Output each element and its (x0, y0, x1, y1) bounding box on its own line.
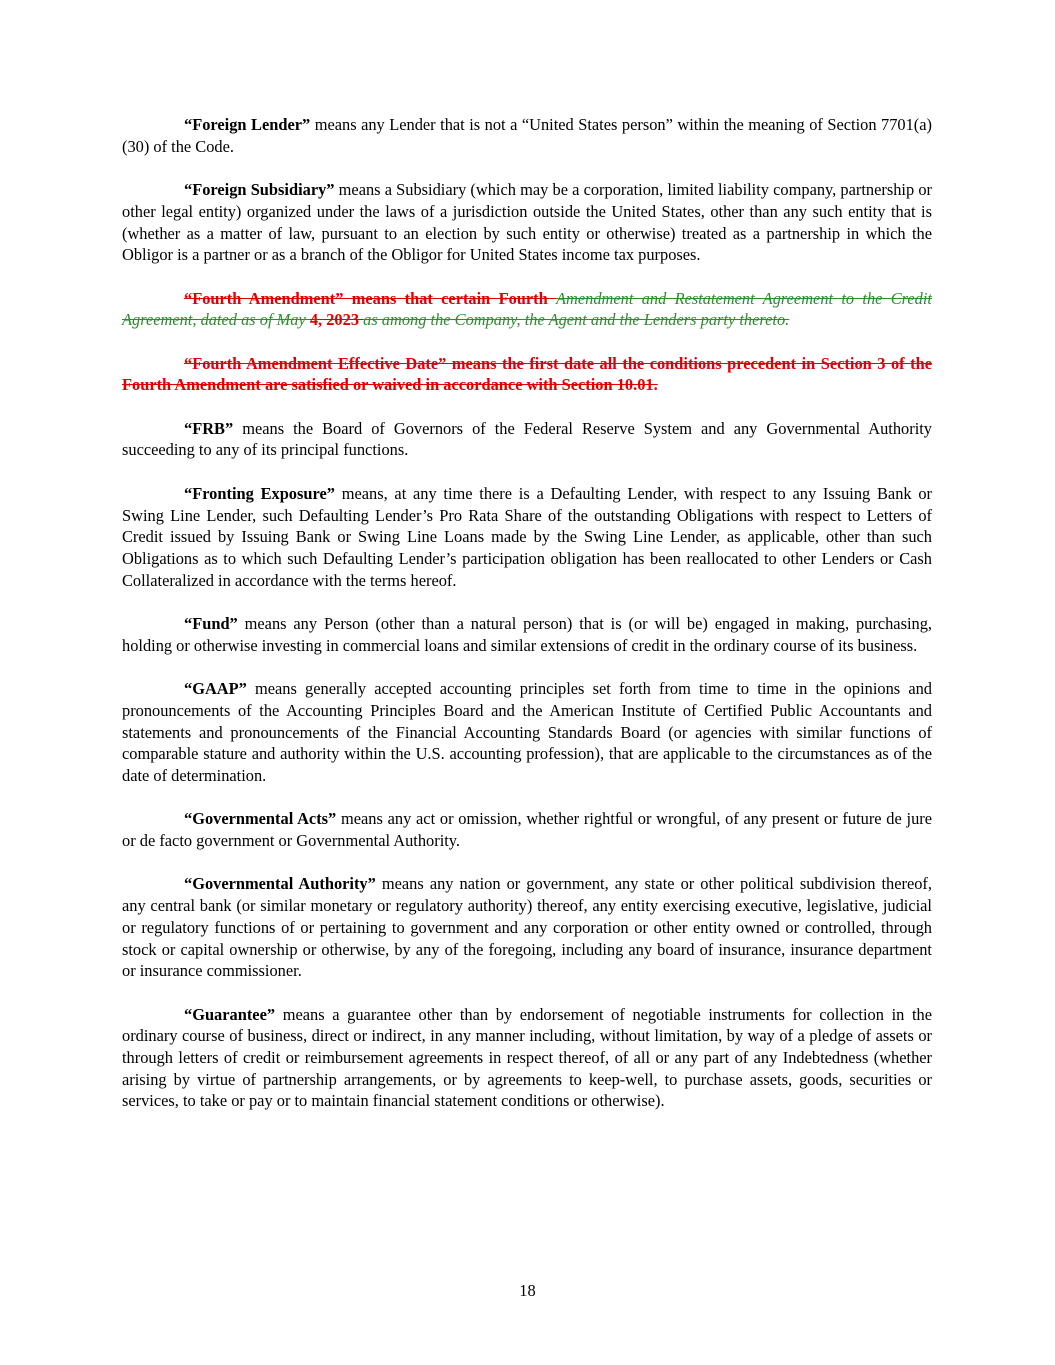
defined-term: “Foreign Lender” (184, 115, 311, 134)
deleted-text: 4, 2023 (309, 310, 364, 330)
body-text: means, at any time there is a Defaulting Lender, with respect to any Issuing Bank or Swing Line Lender, such Defaulting Lender’s Pro Rata Share of the outstanding Obligations with respect to Letters of Credit issued by Issuing Bank or Swing Line Loans made by the Swing Line Lender, as applicable, other than such Obligations as to which such Defaulting Lender’s participation obligation has been reallocated to other Lenders or Cash Collateralized in accordance with the terms hereof. (122, 483, 932, 590)
defined-term: “FRB” (184, 418, 234, 438)
deleted-text: “Fourth Amendment Effective Date” means the first date all the conditions precedent in Section 3 of the Fourth Amendment are satisfied or waived in accordance with Section 10.01. (122, 353, 932, 395)
document-body (122, 114, 932, 1134)
deleted-text: as among the Company, the Agent and the Lenders party thereto. (363, 310, 790, 330)
body-text: means any act or omission, whether rightful or wrongful, of any present or future de jure or de facto government or Governmental Authority. (122, 809, 933, 851)
defined-term: “Foreign Subsidiary” (184, 180, 335, 200)
definition-fund (122, 613, 932, 656)
body-text: means a guarantee other than by endorsement of negotiable instruments for collection in the ordinary course of business, direct or indirect, in any manner including, without limitation, by way of a pledge of assets or through letters of credit or reimbursement agreements in respect thereof, of all or any part of any Indebtedness (whether arising by virtue of partnership arrangements, or by agreements to keep-well, to purchase assets, goods, securities or services, to take or pay or to maintain financial statement conditions or otherwise). (122, 1004, 932, 1111)
definition-foreign-subsidiary (122, 179, 932, 266)
defined-term: “Fronting Exposure” (184, 483, 335, 503)
deleted-text: “Fourth Amendment” means that certain Fourth (184, 288, 557, 308)
body-text: means generally accepted accounting principles set forth from time to time in the opinions and pronouncements of the Accounting Principles Board and the American Institute of Certified Public Accountants and statements and pronouncements of the Financial Accounting Standards Board (or agencies with similar functions of comparable stature and authority within the U.S. accounting profession), that are applicable to the circumstances as of the date of determination. (122, 679, 932, 785)
page-number: 18 (519, 1281, 536, 1300)
definition-frb (122, 418, 932, 461)
definition-gaap (122, 678, 932, 787)
deleted-text: Amendment and Restatement Agreement to the Credit Agreement, dated as of May (122, 288, 932, 330)
body-text: means the Board of Governors of the Federal Reserve System and any Governmental Authority succeeding to any of its principal functions. (122, 418, 932, 460)
definition-governmental-acts (122, 808, 932, 851)
defined-term: “Governmental Acts” (184, 809, 337, 829)
body-text: means any Lender that is not a “United States person” within the meaning of Section 7701(a)(30) of the Code. (122, 115, 932, 156)
definition-foreign-lender (122, 114, 932, 157)
defined-term: “Governmental Authority” (184, 874, 376, 894)
definition-guarantee (122, 1004, 932, 1113)
body-text: means any nation or government, any state or other political subdivision thereof, any central bank (or similar monetary or regulatory authority) thereof, any entity exercising executive, legislative, judicial or regulatory functions of or pertaining to government and any corporation or other entity owned or controlled, through stock or capital ownership or otherwise, by any of the foregoing, including any board of insurance, insurance department or insurance commissioner. (122, 874, 932, 981)
body-text: means any Person (other than a natural person) that is (or will be) engaged in making, purchasing, holding or otherwise investing in commercial loans and similar extensions of credit in the ordinary course of its business. (122, 614, 932, 655)
defined-term: “Fund” (184, 614, 238, 634)
definition-fourth-amendment-deleted (122, 288, 932, 331)
defined-term: “Guarantee” (184, 1004, 276, 1024)
definition-governmental-authority (122, 873, 932, 982)
definition-fourth-amendment-effective-date-deleted (122, 353, 932, 396)
body-text: means a Subsidiary (which may be a corporation, limited liability company, partnership or other legal entity) organized under the laws of a jurisdiction outside the United States, other than any such entity that is (whether as a matter of law, pursuant to an election by such entity or otherwise) treated as a partnership in which the Obligor is a partner or as a branch of the Obligor for United States income tax purposes. (122, 180, 932, 265)
defined-term: “GAAP” (184, 679, 247, 699)
definition-fronting-exposure (122, 483, 932, 592)
